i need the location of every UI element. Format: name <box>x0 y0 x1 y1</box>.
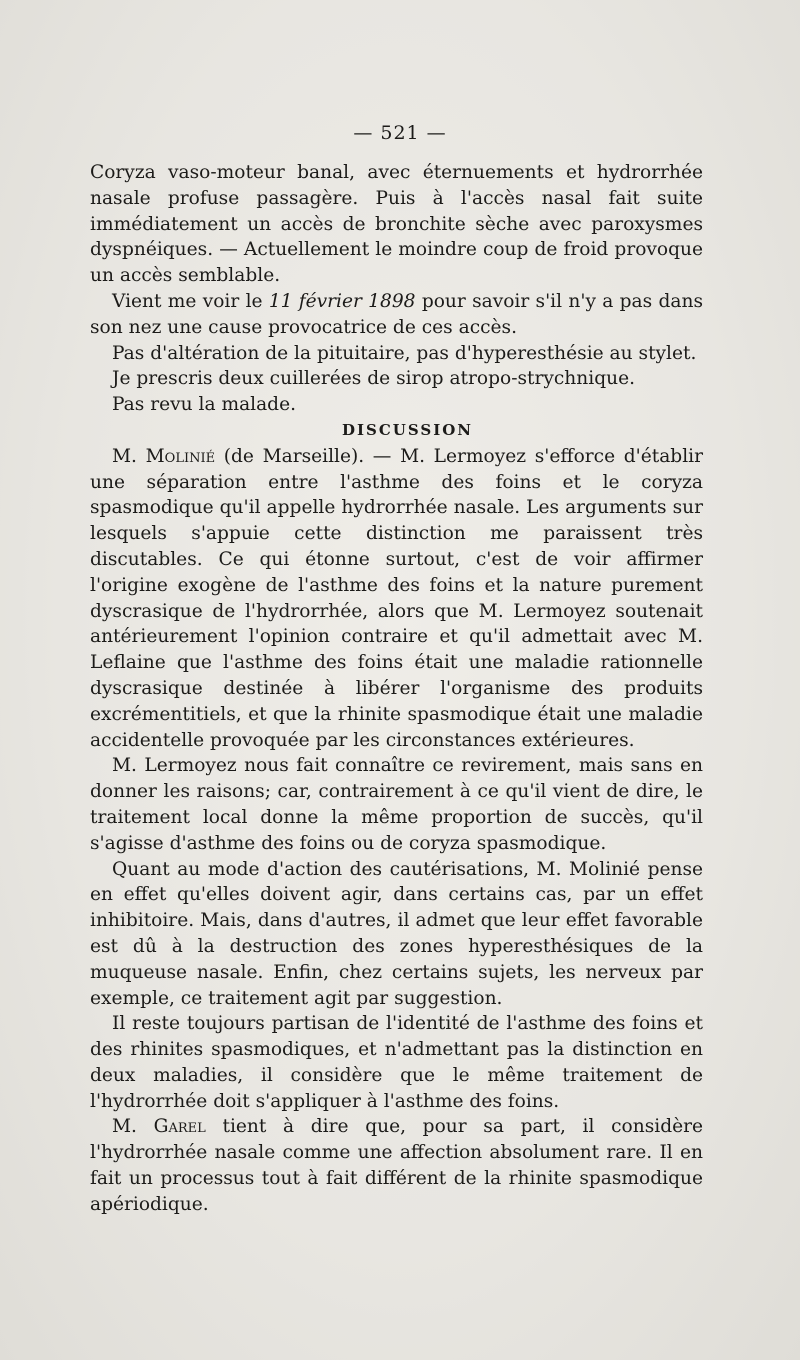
page-number: — 521 — <box>353 122 447 144</box>
discussion-paragraph-cauterisations: Quant au mode d'action des cautérisations, M. Molinié pense en effet qu'elles doivent agir, dans certains cas, par un effet inhibitoire. Mais, dans d'autres, il admet que leur effet favorable est dû à la destruction des zones hyperesthésiques de la muqueuse nasale. Enfin, chez certains sujets, les nerveux par exemple, ce traitement agit par suggestion. <box>90 858 703 1009</box>
discussion-text: (de Marseille). — M. Lermoyez s'efforce d'établir une séparation entre l'asthme des foins et le coryza spasmodique qu'il appelle hydrorrhée nasale. Les arguments sur lesquels s'appuie cette distinction me paraissent très discutables. Ce qui étonne surtout, c'est de voir affirmer l'origine exogène de l'asthme des foins et la nature purement dyscrasique de l'hydrorrhée, alors que M. Lermoyez soutenait antérieurement l'opinion contraire et qu'il admettait avec M. Leflaine que l'asthme des foins était une maladie rationnelle dyscrasique destinée à libérer l'organisme des produits excrémentitiels, et que la rhinite spasmodique était une maladie accidentelle provoquée par les circonstances extérieures. <box>90 445 703 751</box>
discussion-paragraph-identity: Il reste toujours partisan de l'identité de l'asthme des foins et des rhinites spasmodiques, et n'admettant pas la distinction en deux maladies, il considère que le même traitement de l'hydrorrhée doit s'appliquer à l'asthme des foins. <box>90 1013 703 1112</box>
paragraph-examination: Pas d'altération de la pituitaire, pas d'hyperesthésie au stylet. <box>112 342 697 364</box>
paragraph-case-symptoms: Coryza vaso-moteur banal, avec éternuements et hydrorrhée nasale profuse passagère. Puis à l'accès nasal fait suite immédiatement un accès de bronchite sèche avec paroxysmes dyspnéiques. — Actuellement le moindre coup de froid provoque un accès semblable. <box>90 162 703 287</box>
discussion-paragraph-lermoyez: M. Lermoyez nous fait connaître ce revirement, mais sans en donner les raisons; car, contrairement à ce qu'il vient de dire, le traitement local donne la même proportion de succès, qu'il s'agisse d'asthme des foins ou de coryza spasmodique. <box>90 755 703 854</box>
paragraph-visit <box>90 289 703 341</box>
paragraph-prescription: Je prescris deux cuillerées de sirop atropo-strychnique. <box>112 368 635 390</box>
speaker-prefix: M. <box>112 445 146 467</box>
speaker-name-garel: Garel <box>153 1116 206 1138</box>
discussion-text: tient à dire que, pour sa part, il considère l'hydrorrhée nasale comme une affection absolument rare. Il en fait un processus tout à fait différent de la rhinite spasmodique apériodique. <box>90 1116 703 1215</box>
speaker-prefix: M. <box>112 1116 154 1138</box>
discussion-paragraph-molinie <box>90 444 703 754</box>
discussion-paragraph-garel <box>90 1114 703 1217</box>
visit-date: 11 février 1898 <box>268 290 416 312</box>
visit-text-start: Vient me voir le <box>112 290 269 312</box>
paragraph-followup: Pas revu la malade. <box>112 394 297 416</box>
body-text <box>90 160 703 1218</box>
speaker-name-molinie: Molinié <box>145 445 216 467</box>
discussion-heading: DISCUSSION <box>341 420 473 439</box>
visit-text-end: pour savoir s'il n'y a pas dans son nez une cause provocatrice de ces accès. <box>90 290 703 338</box>
